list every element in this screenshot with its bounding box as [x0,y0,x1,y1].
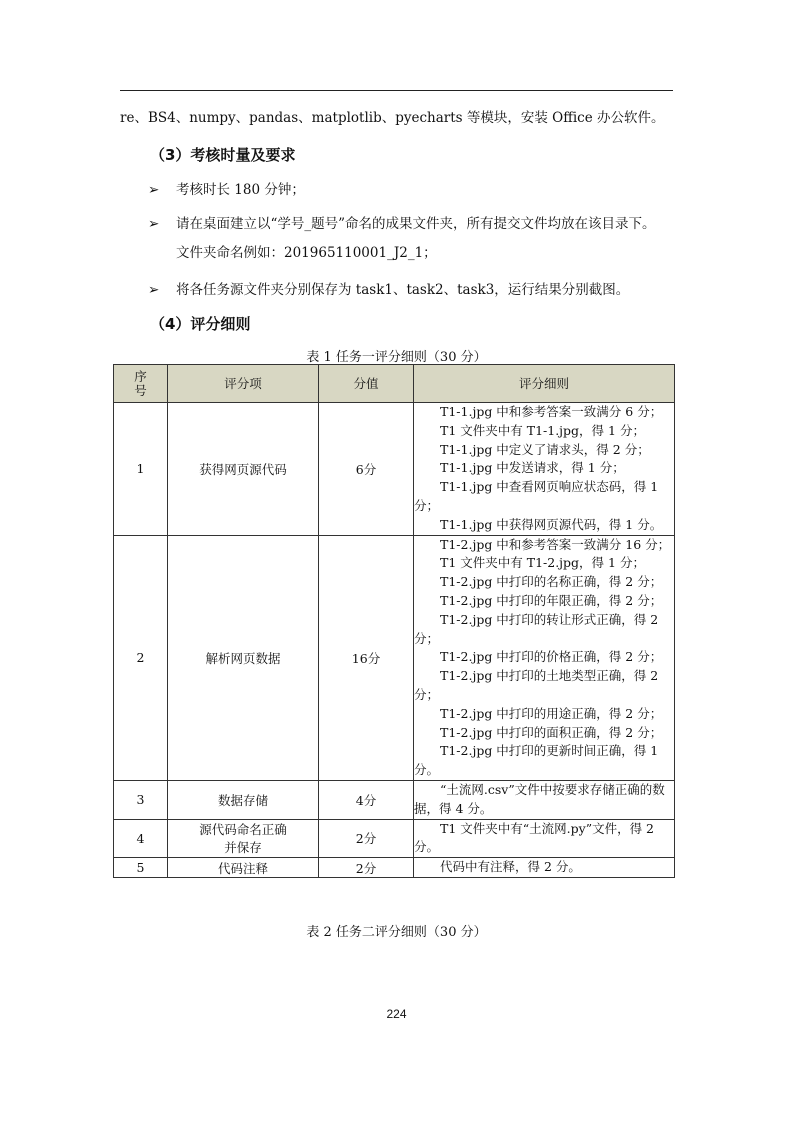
row-details [414,403,675,536]
row-item: 代码注释 [168,858,319,878]
row-details [414,819,675,858]
arrow-bullet-icon: ➢ [148,216,160,232]
detail-line: T1-2.jpg 中打印的价格正确，得 2 分； [440,649,663,665]
detail-line: T1-1.jpg 中和参考答案一致满分 6 分； [440,404,663,419]
bullet-item-1-text: 考核时长 180 分钟； [176,182,305,198]
row-item: 源代码命名正确并保存 [168,819,319,858]
detail-line: T1-2.jpg 中打印的用途正确，得 2 分； [440,705,663,721]
bullet-item-1 [148,178,305,198]
detail-line: T1-2.jpg 中打印的土地类型正确，得 2 分； [414,668,659,702]
row-details [414,858,675,878]
table-row [114,535,675,780]
detail-line: T1-2.jpg 中打印的年限正确，得 2 分； [440,592,663,608]
bullet-item-3 [148,278,629,298]
section-3-heading: （3）考核时量及要求 [150,146,296,164]
detail-line: T1 文件夹中有“土流网.py”文件，得 2 分。 [414,820,655,855]
detail-line: T1-2.jpg 中打印的转让形式正确，得 2 分； [414,611,659,646]
detail-line: T1-1.jpg 中获得网页源代码，得 1 分。 [440,516,663,532]
row-no: 5 [114,858,168,878]
row-details [414,535,675,780]
scoring-table-1 [113,364,675,878]
row-score: 2分 [319,819,414,858]
row-no: 2 [114,535,168,780]
table-row [114,819,675,858]
row-item: 解析网页数据 [168,535,319,780]
row-score: 4分 [319,780,414,819]
section-4-heading: （4）评分细则 [150,315,251,333]
header-rule [120,90,673,91]
header-detail: 评分细则 [414,365,675,403]
header-no: 序号 [114,365,168,403]
arrow-bullet-icon: ➢ [148,282,160,298]
detail-line: T1-2.jpg 中和参考答案一致满分 16 分； [440,536,671,552]
arrow-bullet-icon: ➢ [148,182,160,198]
bullet-item-2 [148,212,656,232]
detail-line: T1-1.jpg 中查看网页响应状态码，得 1 分； [414,479,659,513]
table-1-caption: 表 1 任务一评分细则（30 分） [306,350,487,365]
table-row [114,858,675,878]
table-header-row [114,365,675,403]
table-row [114,780,675,819]
table-2-caption: 表 2 任务二评分细则（30 分） [306,925,487,940]
header-score: 分值 [319,365,414,403]
row-no: 1 [114,403,168,536]
detail-line: T1-1.jpg 中定义了请求头，得 2 分； [440,441,650,457]
table-row [114,403,675,536]
detail-line: 代码中有注释，得 2 分。 [440,859,581,875]
header-item: 评分项 [168,365,319,403]
row-score: 2分 [319,858,414,878]
bullet-item-3-text: 将各任务源文件夹分别保存为 task1、task2、task3，运行结果分别截图。 [176,282,630,298]
detail-line: T1 文件夹中有 T1-1.jpg，得 1 分； [440,422,645,438]
row-score: 6分 [319,403,414,536]
bullet-item-2-text: 请在桌面建立以“学号_题号”命名的成果文件夹，所有提交文件均放在该目录下。 [176,216,656,232]
row-no: 3 [114,780,168,819]
detail-line: T1 文件夹中有 T1-2.jpg，得 1 分； [440,555,645,571]
row-item: 数据存储 [168,780,319,819]
detail-line: T1-1.jpg 中发送请求，得 1 分； [440,460,625,476]
detail-line: “土流网.csv”文件中按要求存储正确的数据，得 4 分。 [414,781,665,816]
intro-line: re、BS4、numpy、pandas、matplotlib、pyecharts 等模块，安装 Office 办公软件。 [120,110,665,126]
detail-line: T1-2.jpg 中打印的名称正确，得 2 分； [440,574,663,590]
detail-line: T1-2.jpg 中打印的面积正确，得 2 分； [440,724,663,740]
row-no: 4 [114,819,168,858]
page-number: 224 [386,1007,407,1021]
row-score: 16分 [319,535,414,780]
row-item: 获得网页源代码 [168,403,319,536]
bullet-item-2-continuation: 文件夹命名例如：201965110001_J2_1； [176,245,437,261]
detail-line: T1-2.jpg 中打印的更新时间正确，得 1 分。 [414,743,659,778]
row-details [414,780,675,819]
